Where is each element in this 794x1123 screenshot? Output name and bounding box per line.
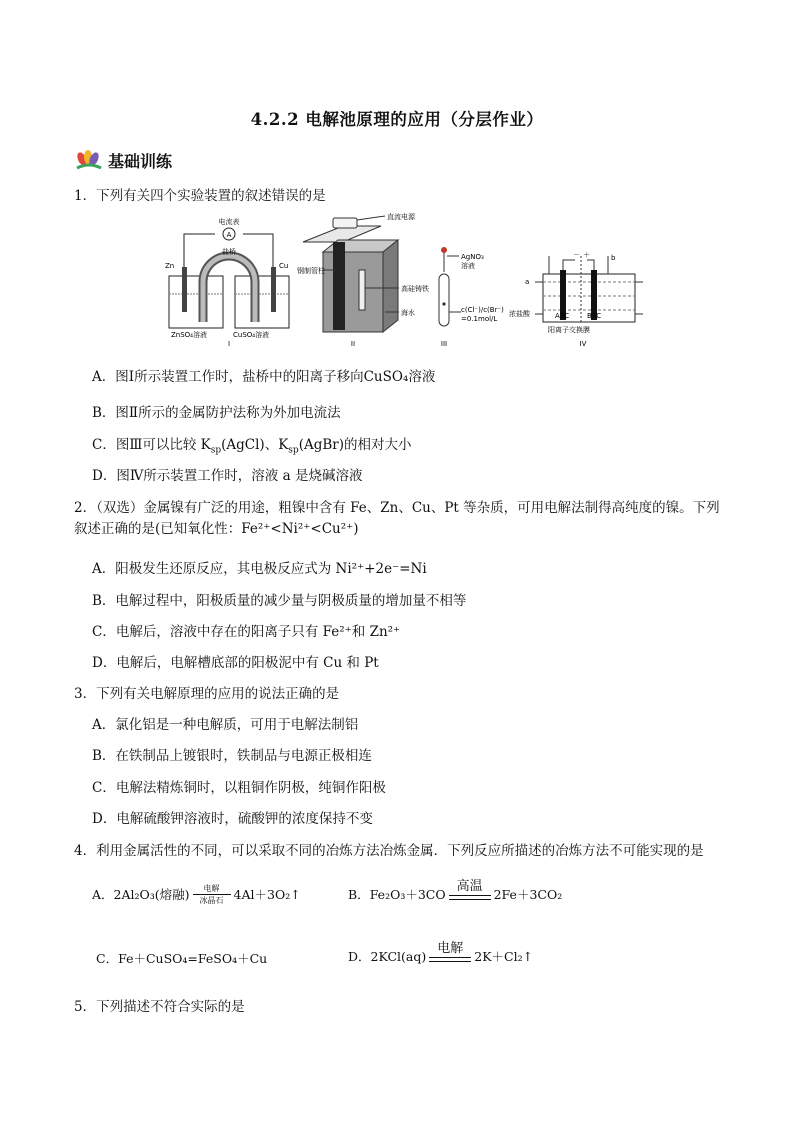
section-title: 基础训练: [108, 151, 173, 171]
question-2-option-d: D．电解后，电解槽底部的阳极泥中有 Cu 和 Pt: [92, 655, 379, 671]
question-3-stem: 3．下列有关电解原理的应用的说法正确的是: [74, 686, 340, 702]
label-a: a: [525, 278, 530, 286]
reaction-arrow-a: 电解 冰晶石: [193, 884, 231, 905]
question-2-option-c: C．电解后，溶液中存在的阳离子只有 Fe²⁺和 Zn²⁺: [92, 624, 401, 640]
zn-label: Zn: [165, 262, 175, 270]
figure-3: [439, 247, 504, 348]
figure-1: [165, 217, 289, 348]
ratio-value: =0.1mol/L: [461, 315, 498, 323]
left-pole-label: A3C: [555, 312, 570, 320]
question-5-stem: 5．下列描述不符合实际的是: [74, 999, 245, 1015]
section-heading: [74, 148, 172, 172]
membrane-label: 阳离子交换膜: [548, 326, 590, 334]
figure-1-number: I: [227, 340, 231, 348]
power-label: 直流电源: [387, 213, 415, 221]
meter-symbol: A: [226, 231, 232, 239]
question-2-option-b: B．电解过程中，阳极质量的减少量与阴极质量的增加量不相等: [92, 593, 467, 609]
question-2-stem: 2．（双选）金属镍有广泛的用途，粗镍中含有 Fe、Zn、Cu、Pt 等杂质，可用电解法制得高纯度的镍。下列叙述正确的是(已知氧化性：Fe²⁺<Ni²⁺<Cu²⁺): [74, 500, 720, 537]
ratio-label: c(Cl⁻)/c(Br⁻): [461, 306, 504, 314]
question-3-option-c: C．电解法精炼铜时，以粗铜作阴极，纯铜作阳极: [92, 780, 386, 796]
acid-label: 浓盐酸: [509, 310, 530, 318]
question-1-option-b: B．图Ⅱ所示的金属防护法称为外加电流法: [92, 405, 341, 421]
question-4-option-c: C． Fe＋CuSO₄=FeSO₄＋Cu: [96, 951, 268, 966]
question-4-option-a: A． 2Al₂O₃(熔融) 电解 冰晶石 4Al＋3O₂↑: [92, 884, 301, 905]
meter-label: 电流表: [218, 218, 240, 226]
label-b: b: [611, 254, 616, 262]
reaction-arrow-b: 高温: [449, 880, 491, 910]
page-title: 4.2.2 电解池原理的应用（分层作业）: [250, 110, 544, 129]
question-1-option-a: A．图Ⅰ所示装置工作时，盐桥中的阳离子移向CuSO₄溶液: [92, 369, 436, 385]
seawater-label: 海水: [401, 309, 415, 317]
figure-2-number: II: [350, 340, 356, 348]
flower-icon: [74, 149, 104, 171]
cu-label: Cu: [279, 262, 289, 270]
bridge-label: 盐桥: [222, 248, 236, 256]
agno3-solution-label: 溶液: [461, 262, 475, 270]
minus-sign: －: [573, 251, 580, 259]
question-3-option-a: A．氯化铝是一种电解质，可用于电解法制铝: [92, 717, 359, 733]
question-3-option-b: B．在铁制品上镀银时，铁制品与电源正极相连: [92, 748, 372, 764]
question-1-stem: 1．下列有关四个实验装置的叙述错误的是: [74, 188, 326, 204]
figure-4-number: IV: [579, 340, 587, 348]
reaction-arrow-d: 电解: [429, 942, 471, 972]
right-pole-label: B3C: [587, 312, 602, 320]
question-3-option-d: D．电解硫酸钾溶液时，硫酸钾的浓度保持不变: [92, 811, 373, 827]
question-2-option-a: A．阳极发生还原反应，其电极反应式为 Ni²⁺+2e⁻=Ni: [92, 561, 427, 577]
agno3-label: AgNO₃: [461, 253, 484, 261]
figure-2: [297, 212, 429, 348]
pipe-label: 钢制管柱: [297, 267, 325, 275]
cuso4-label: CuSO₄溶液: [233, 331, 270, 339]
figure-4: [509, 251, 643, 348]
experiment-figures: [163, 212, 643, 348]
plus-sign: ＋: [583, 251, 590, 259]
question-4-stem: 4．利用金属活性的不同，可以采取不同的冶炼方法冶炼金属．下列反应所描述的冶炼方法不可能实现的是: [74, 843, 704, 859]
question-1-option-d: D．图Ⅳ所示装置工作时，溶液 a 是烧碱溶液: [92, 468, 363, 484]
question-4-option-b: B． Fe₂O₃＋3CO 高温 2Fe＋3CO₂: [348, 880, 562, 910]
question-1-option-c: C．图Ⅲ可以比较 $K_{sp}(AgCl)$、$K_{sp}(AgBr)$的相对大小: [92, 437, 412, 456]
question-4-option-d: D． 2KCl(aq) 电解 2K＋Cl₂↑: [348, 942, 533, 972]
figure-3-number: III: [440, 340, 448, 348]
iron-label: 高硅铸铁: [401, 285, 429, 293]
znso4-label: ZnSO₄溶液: [171, 331, 207, 339]
